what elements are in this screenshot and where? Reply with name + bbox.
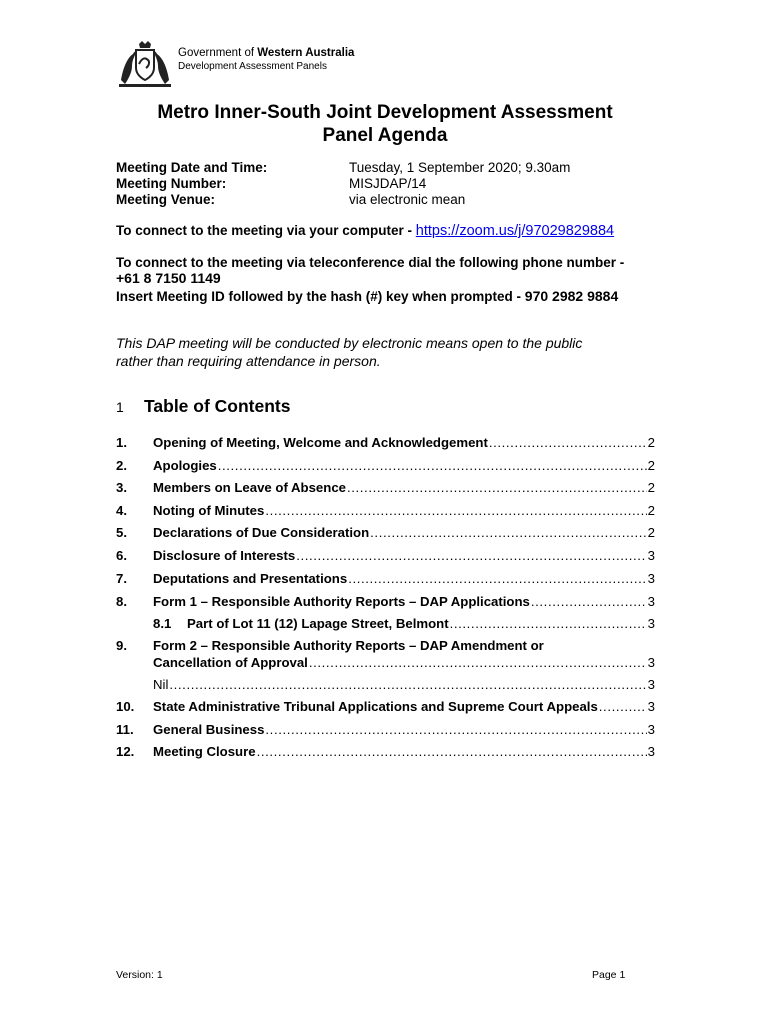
toc-item-title: Form 1 – Responsible Authority Reports – DAP Applications	[153, 594, 530, 609]
toc-item-title: Apologies	[153, 458, 217, 473]
meeting-id-text: Insert Meeting ID followed by the hash (#) key when prompted -	[116, 289, 525, 304]
toc-item-number: 6.	[116, 548, 127, 563]
toc-item-page: 2	[647, 480, 655, 495]
toc-leader	[348, 570, 646, 587]
toc-leader	[309, 654, 647, 671]
toc-item-title: Part of Lot 11 (12) Lapage Street, Belmont	[187, 616, 449, 631]
toc-item-page: 3	[647, 655, 655, 670]
toc-item-deputations[interactable]	[116, 570, 655, 587]
connect-computer	[116, 223, 614, 239]
toc-item-lapage[interactable]	[153, 615, 655, 632]
toc-item-page: 2	[647, 458, 655, 473]
toc-item-number: 11.	[116, 722, 134, 737]
org-name	[178, 47, 354, 59]
toc-item-opening[interactable]	[116, 434, 655, 451]
notice-line2: rather than requiring attendance in person.	[116, 353, 381, 369]
meeting-id-number: 970 2982 9884	[524, 288, 619, 304]
toc-leader	[489, 434, 647, 451]
toc-heading-number: 1	[116, 399, 124, 415]
toc-item-page: 3	[647, 571, 655, 586]
phone-number: +61 8 7150 1149	[116, 270, 221, 286]
toc-item-apologies[interactable]	[116, 457, 655, 474]
toc-item-number: 3.	[116, 480, 127, 495]
toc-item-number: 1.	[116, 435, 127, 450]
org-name-prefix: Government of	[178, 47, 258, 59]
toc-item-number: 10.	[116, 699, 135, 714]
toc-leader	[531, 593, 647, 610]
wa-crest-logo	[115, 40, 175, 88]
toc-item-title: Members on Leave of Absence	[153, 480, 346, 495]
toc-item-title: State Administrative Tribunal Applications and Supreme Court Appeals	[153, 699, 598, 714]
toc-item-number: 7.	[116, 571, 127, 586]
toc-item-page: 3	[647, 548, 655, 563]
toc-item-title-line2: Cancellation of Approval	[153, 655, 308, 670]
zoom-link[interactable]: https://zoom.us/j/97029829884	[415, 223, 615, 239]
toc-item-number: 5.	[116, 525, 127, 540]
toc-item-number: 4.	[116, 503, 127, 518]
toc-item-page: 3	[647, 744, 655, 759]
toc-item-page: 3	[647, 722, 655, 737]
toc-item-page: 2	[647, 525, 655, 540]
agenda-title-line1: Metro Inner-South Joint Development Assessment	[157, 102, 613, 123]
toc-leader	[296, 547, 646, 564]
meeting-number-value: MISJDAP/14	[349, 176, 427, 191]
toc-item-sat[interactable]	[116, 698, 655, 715]
org-subtitle: Development Assessment Panels	[178, 61, 327, 72]
toc-item-declarations[interactable]	[116, 524, 655, 541]
toc-item-title-line1: Form 2 – Responsible Authority Reports – DAP Amendment or	[153, 638, 544, 653]
toc-leader	[599, 698, 647, 715]
toc-item-leave[interactable]	[116, 479, 655, 496]
toc-item-title: Opening of Meeting, Welcome and Acknowledgement	[153, 435, 488, 450]
footer-page: Page 1	[592, 969, 626, 981]
toc-item-number: 8.1	[153, 616, 172, 631]
notice-line1: This DAP meeting will be conducted by electronic means open to the public	[116, 335, 583, 351]
toc-leader	[450, 615, 647, 632]
toc-item-number: 8.	[116, 594, 127, 609]
meeting-number-label: Meeting Number:	[116, 176, 227, 191]
meeting-id-line	[116, 288, 618, 304]
toc-item-form2-cont[interactable]	[153, 654, 655, 671]
toc-item-number: 9.	[116, 638, 127, 653]
toc-leader	[265, 502, 646, 519]
toc-leader	[347, 479, 647, 496]
toc-leader	[218, 457, 647, 474]
toc-item-minutes[interactable]	[116, 502, 655, 519]
agenda-title-line2: Panel Agenda	[322, 125, 448, 146]
connect-phone-text: To connect to the meeting via teleconference dial the following phone number -	[116, 255, 625, 270]
connect-computer-text: To connect to the meeting via your computer -	[116, 223, 416, 238]
toc-item-number: 2.	[116, 458, 127, 473]
toc-item-title: Declarations of Due Consideration	[153, 525, 370, 540]
toc-item-closure[interactable]	[116, 743, 655, 760]
toc-item-page: 3	[647, 616, 655, 631]
toc-item-number: 12.	[116, 744, 135, 759]
toc-leader	[257, 743, 647, 760]
toc-item-title: General Business	[153, 722, 265, 737]
toc-item-form2[interactable]	[116, 637, 655, 654]
footer-version: Version: 1	[116, 969, 163, 981]
meeting-venue-label: Meeting Venue:	[116, 192, 216, 207]
toc-leader	[169, 676, 646, 693]
toc-item-title: Meeting Closure	[153, 744, 256, 759]
toc-item-page: 3	[647, 677, 655, 692]
meeting-date-value: Tuesday, 1 September 2020; 9.30am	[349, 160, 571, 175]
toc-leader	[265, 721, 646, 738]
meeting-date-label: Meeting Date and Time:	[116, 160, 268, 175]
toc-item-page: 3	[647, 699, 655, 714]
org-name-state: Western Australia	[257, 47, 355, 59]
toc-item-title: Deputations and Presentations	[153, 571, 348, 586]
toc-item-page: 2	[647, 435, 655, 450]
toc-item-form1[interactable]	[116, 593, 655, 610]
toc-item-nil[interactable]	[153, 676, 655, 693]
toc-item-page: 3	[647, 594, 655, 609]
toc-item-page: 2	[647, 503, 655, 518]
toc-item-title: Nil	[153, 677, 169, 692]
toc-item-general[interactable]	[116, 721, 655, 738]
toc-heading-text: Table of Contents	[144, 396, 291, 416]
toc-item-title: Noting of Minutes	[153, 503, 265, 518]
toc-leader	[370, 524, 646, 541]
meeting-venue-value: via electronic mean	[349, 192, 466, 207]
toc-heading	[116, 396, 290, 417]
toc-item-title: Disclosure of Interests	[153, 548, 296, 563]
toc-item-disclosure[interactable]	[116, 547, 655, 564]
